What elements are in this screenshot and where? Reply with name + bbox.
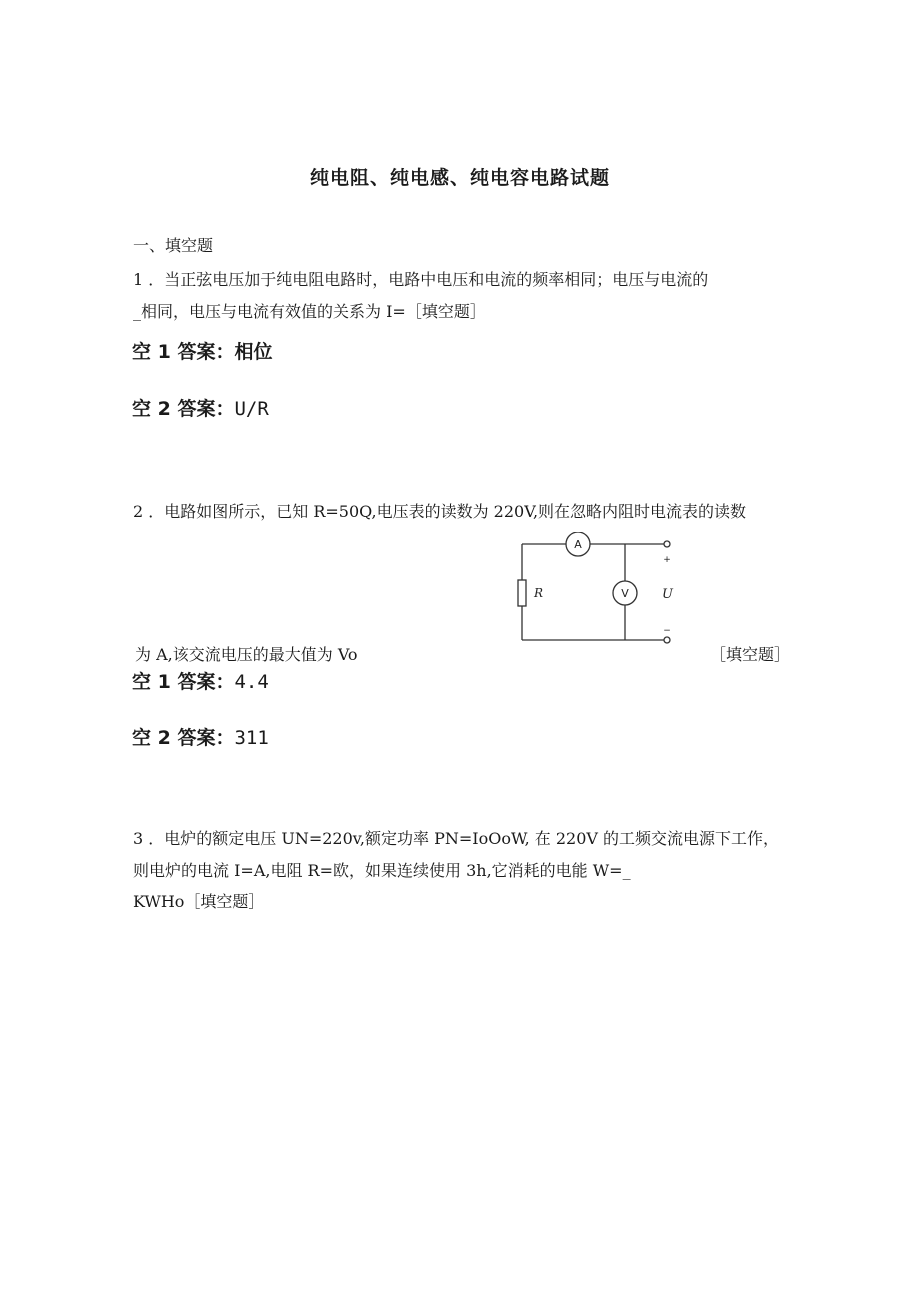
plus-label: + [663, 555, 671, 565]
ammeter-label: A [574, 538, 582, 551]
question-1-line-2: _相同，电压与电流有效值的关系为 I=［填空题］ [133, 302, 486, 321]
answer-label: 空 2 答案： [132, 727, 235, 749]
resistor-symbol [518, 580, 526, 606]
answer-label: 空 1 答案： [132, 671, 235, 693]
question-2-answer-1 [132, 670, 269, 694]
question-2-tag: ［填空题］ [710, 645, 791, 664]
resistor-label: R [534, 586, 544, 600]
page-title: 纯电阻、纯电感、纯电容电路试题 [309, 167, 610, 189]
section-heading: 一、填空题 [133, 236, 214, 255]
question-3-line-2: 则电炉的电流 I=A,电阻 R=欧，如果连续使用 3h,它消耗的电能 W=_ [133, 861, 631, 880]
question-2-line-1: 2 ．电路如图所示，已知 R=50Q,电压表的读数为 220V,则在忽略内阻时电流表的读数 [133, 502, 747, 521]
question-2-line-2: 为 A,该交流电压的最大值为 Vo [135, 645, 358, 664]
answer-label: 空 1 答案： [132, 341, 235, 363]
answer-value: 311 [234, 727, 269, 749]
question-2-answer-2 [132, 726, 269, 750]
voltmeter-label: V [621, 587, 629, 600]
circuit-diagram [510, 532, 680, 647]
answer-label: 空 2 答案： [132, 398, 235, 420]
terminal-positive [664, 541, 670, 547]
answer-value: 4.4 [234, 671, 269, 693]
question-1-line-1: 1 ．当正弦电压加于纯电阻电路时，电路中电压和电流的频率相同；电压与电流的 [133, 270, 709, 289]
minus-label: − [663, 626, 671, 636]
answer-value: 相位 [234, 341, 273, 363]
question-3-line-3: KWHo［填空题］ [133, 892, 265, 911]
answer-value: U/R [234, 398, 269, 420]
terminal-negative [664, 637, 670, 643]
voltage-label: U [662, 587, 673, 602]
question-1-answer-2 [132, 397, 269, 421]
question-1-answer-1 [132, 340, 272, 364]
question-3-line-1: 3 ．电炉的额定电压 UN=220v,额定功率 PN=IoOoW, 在 220V 的工频交流电源下工作， [133, 829, 780, 848]
